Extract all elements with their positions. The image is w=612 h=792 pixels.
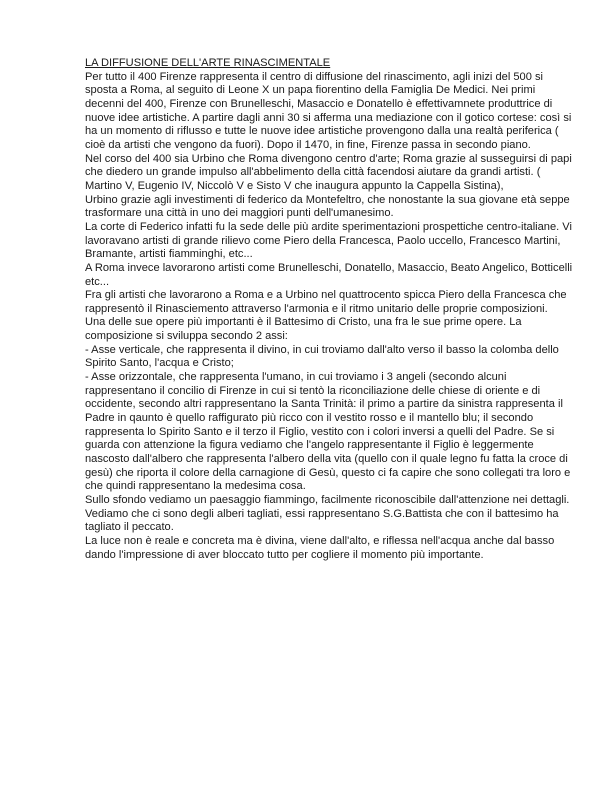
paragraph-urbino-roma: Nel corso del 400 sia Urbino che Roma divengono centro d'arte; Roma grazie al susseguirsi di papi che diedero un grande impulso all'abbelimento della città facendosi aiutare da grandi artisti. ( Martino V, Eugenio IV, Niccolò V e Sisto V che inaugura appunto la Cappella Sistina), (85, 152, 572, 192)
paragraph-asse-orizzontale: - Asse orizzontale, che rappresenta l'umano, in cui troviamo i 3 angeli (secondo alcuni rappresentano il concilio di Firenze in cui si tentò la riconciliazione delle chiese di oriente e di occidente, secondo altri rappresentano la Santa Trinità: il primo a partire da sinistra rappresenta il Padre in qaunto è quello raffigurato più ricco con il vestito rosso e il mantello blu; il secondo rappresenta lo Spirito Santo e il terzo il Figlio, vestito con i colori inversi a quelli del Padre. Se si guarda con attenzione la figura vediamo che l'angelo rappresentante il Figlio è leggermente nascosto dall'albero che rappresenta l'albero della vita (quello con il quale legno fu fatta la croce di gesù) che riporta il colore della carnagione di Gesù, questo ci fa capire che sono collegati tra loro e che quindi rappresentano la medesima cosa. (85, 371, 571, 493)
document-page (85, 57, 575, 562)
document-title: LA DIFFUSIONE DELL'ARTE RINASCIMENTALE (85, 57, 331, 69)
paragraph-piero-della-francesca: Fra gli artisti che lavorarono a Roma e a Urbino nel quattrocento spicca Piero della Francesca che rappresentò il Rinasciemento attraverso l'armonia e il ritmo unitario delle proprie composizioni. (85, 289, 567, 315)
paragraph-asse-verticale: - Asse verticale, che rappresenta il divino, in cui troviamo dall'alto verso il basso la colomba dello Spirito Santo, l'acqua e Cristo; (85, 343, 559, 370)
paragraph-corte-federico: La corte di Federico infatti fu la sede delle più ardite sperimentazioni prospettiche centro-italiane. Vi lavoravano artisti di grande rilievo come Piero della Francesca, Paolo uccello, Francesco Martini, Bramante, artisti fiamminghi, etc... (85, 220, 572, 261)
paragraph-battesimo: Una delle sue opere più importanti è il Battesimo di Cristo, una fra le sue prime opere. La composizione si sviluppa secondo 2 assi: (85, 316, 522, 343)
paragraph-paesaggio: Sullo sfondo vediamo un paesaggio fiammingo, facilmente riconoscibile dall'attenzione nei dettagli. Vediamo che ci sono degli alberi tagliati, essi rappresentano S.G.Battista che con il battesimo ha tagliato il peccato. (85, 494, 570, 534)
paragraph-firenze: Per tutto il 400 Firenze rappresenta il centro di diffusione del rinascimento, agli inizi del 500 si sposta a Roma, al seguito di Leone X un papa fiorentino della Famiglia De Medici. Nei primi decenni del 400, Firenze con Brunelleschi, Masaccio e Donatello è effettivamnete produttrice di nuove idee artistiche. A partire dagli anni 30 si afferma una mediazione con il gotico cortese: così si ha un momento di riflusso e tutte le nuove idee artistiche provengono dalla una realtà periferica ( cioè da artisti che vengono da fuori). Dopo il 1470, in fine, Firenze passa in secondo piano. (85, 70, 572, 151)
paragraph-roma-artisti: A Roma invece lavorarono artisti come Brunelleschi, Donatello, Masaccio, Beato Angelico, Botticelli etc... (85, 261, 573, 288)
paragraph-luce: La luce non è reale e concreta ma è divina, viene dall'alto, e riflessa nell'acqua anche dal basso dando l'impressione di aver bloccato tutto per cogliere il momento più importante. (85, 534, 555, 561)
paragraph-urbino-federico: Urbino grazie agli investimenti di federico da Montefeltro, che nonostante la sua giovane età seppe trasformare una città in uno dei maggiori punti dell'umanesimo. (85, 193, 570, 220)
